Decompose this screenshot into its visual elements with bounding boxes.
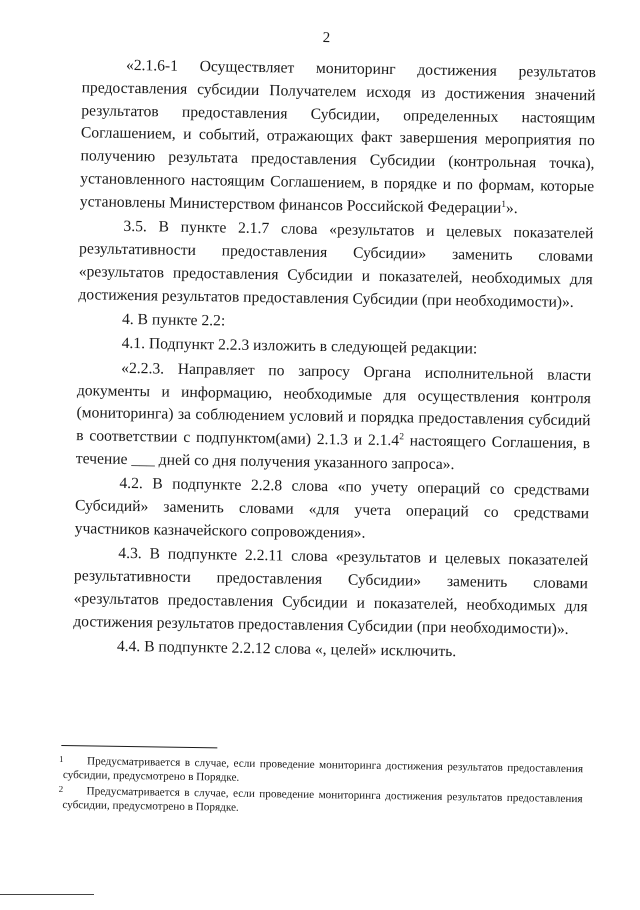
footnote-text: Предусматривается в случае, если проведение мониторинга достижения результатов предоставления субсидии, предусмотрено в Порядке.: [62, 755, 584, 784]
footnote-separator: [61, 745, 217, 748]
paragraph-text: «2.1.6-1 Осуществляет мониторинг достижения результатов предоставления субсидии Получателем исходя из достижения значений результатов предоставления Субсидии, определенных настоящим Соглашением, и событий, отражающих факт завершения мероприятия по получению результата предоставления Субсидии (контрольная точка), установленного настоящим Соглашением, в порядке и по формам, которые установлены Министерством финансов Российской Федерации: [79, 56, 597, 217]
paragraph-text: «2.2.3. Направляет по запросу Органа исполнительной власти документы и информацию, необходимые для осуществления контроля (мониторинга) за соблюдением условий и порядка предоставления субсидий в соответствии с подпунктом(ами) 2.1.3 и 2.1.4: [76, 359, 592, 450]
paragraph-4-2: [75, 472, 590, 548]
page-number: 2: [322, 29, 331, 47]
footnotes: [58, 753, 584, 822]
footnote-mark: 1: [59, 753, 64, 765]
paragraph-text: 3.5. В пункте 2.1.7 слова «результатов и целевых показателей результативности предоставления Субсидии» заменить словами «результатов предоставления Субсидии и показателей, необходимых для достижения результатов предоставления Субсидии (при необходимости)».: [78, 218, 594, 311]
paragraph-3-5: [78, 215, 593, 314]
footnote-reference-2: 2: [399, 432, 405, 443]
footnote-2: [58, 783, 583, 820]
footnote-mark: 2: [58, 783, 64, 795]
paragraph-4-3: [73, 542, 588, 641]
paragraph-text: 4.1. Подпункт 2.2.3 изложить в следующей редакции:: [121, 335, 478, 358]
paragraph-text: ».: [505, 199, 518, 217]
paragraph-text: 4.2. В подпункте 2.2.8 слова «по учету операций со средствами Субсидий» заменить словами «для учета операций со средствами участников казначейского сопровождения».: [74, 475, 590, 542]
bottom-scan-line: [0, 894, 94, 895]
paragraph-text: 4.3. В подпункте 2.2.11 слова «результатов и целевых показателей результативности предоставления Субсидии» заменить словами «результатов предоставления Субсидии и показателей, необходимых для достижения результатов предоставления Субсидии (при необходимости)».: [73, 545, 589, 638]
paragraph-2-2-3: [76, 357, 592, 479]
paragraph-text: настоящего Соглашения, в течение ___ дней со дня получения указанного запроса».: [75, 432, 591, 474]
footnote-text: Предусматривается в случае, если проведение мониторинга достижения результатов предоставления субсидии, предусмотрено в Порядке.: [62, 785, 583, 814]
paragraph-2-1-6-1: [80, 54, 596, 222]
document-body: [73, 54, 596, 667]
paragraph-text: 4. В пункте 2.2:: [121, 310, 226, 330]
footnote-reference-1: 1: [501, 199, 507, 210]
paragraph-text: 4.4. В подпункте 2.2.12 слова «, целей» исключить.: [116, 637, 457, 661]
